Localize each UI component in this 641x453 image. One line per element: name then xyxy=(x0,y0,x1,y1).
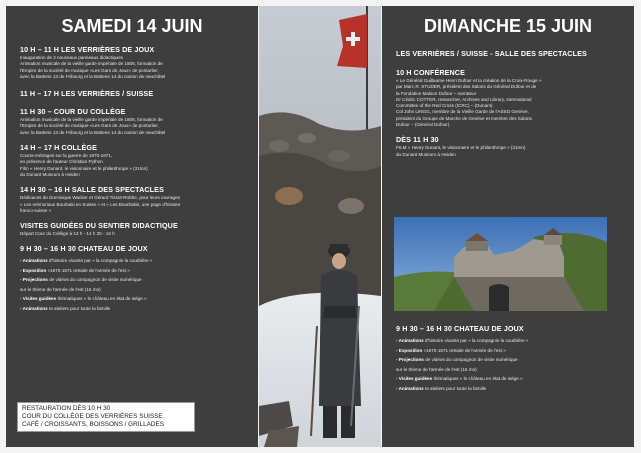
block-line: Courts-métrages sur la guerre de 1870-1871, xyxy=(20,153,113,159)
sat-block-cour-college xyxy=(20,107,250,136)
block-title: DÈS 11 H 30 xyxy=(396,135,439,145)
bullet-item: - Animations et ateliers pour toute la famille xyxy=(396,385,487,391)
block-line: l'Empire de la société de musique «Les Gars de Joux» de pontarlier, xyxy=(20,123,159,129)
bullet-item: - Visites guidées thématiques « le château en état de siège » xyxy=(396,376,523,381)
painting-illustration xyxy=(259,6,381,447)
sun-block-location xyxy=(396,49,626,58)
block-title: LES VERRIÈRES / SUISSE - SALLE DES SPECTACLES xyxy=(396,49,587,58)
sun-block-conference xyxy=(396,68,626,128)
block-title: VISITES GUIDÉES DU SENTIER DIDACTIQUE xyxy=(20,221,178,231)
block-line: Committee of the Red Cross (ICRC) – (Dunant) xyxy=(396,103,493,109)
bullet-item: - Visites guidées thématiques « le château en état de siège » xyxy=(20,296,147,302)
block-line: par Marc R. STUDER, président des Salons du Général Dufour et de xyxy=(396,84,537,90)
block-title: 10 H – 11 H LES VERRIÈRES DE JOUX xyxy=(20,45,155,54)
sat-bullets xyxy=(20,256,250,313)
chateau-de-joux-photo xyxy=(394,217,607,311)
sun-block-film xyxy=(396,135,626,158)
block-line: la Fondation Maison Dufour – narrateur xyxy=(396,90,477,96)
sat-block-verrieres-suisse xyxy=(20,89,250,98)
sat-block-visites-guidees xyxy=(20,221,250,237)
sat-block-salle-spectacles xyxy=(20,185,250,214)
block-line: franco-suisse » xyxy=(20,207,52,213)
block-title: 14 H 30 – 16 H SALLE DES SPECTACLES xyxy=(20,185,164,195)
block-title: 9 H 30 – 16 H 30 CHATEAU DE JOUX xyxy=(396,324,524,333)
sat-block-chateau xyxy=(20,244,250,253)
block-line: en présence de l'auteur Christian Python xyxy=(20,159,103,165)
block-line: du Dunant Museum à Heiden xyxy=(20,171,80,177)
block-title: 10 H CONFÉRENCE xyxy=(396,68,465,77)
block-line: « Le Général Guillaume Henri Dufour et la création de la Croix-Rouge » xyxy=(396,78,542,83)
sat-block-college xyxy=(20,143,250,178)
block-title: 9 H 30 – 16 H 30 CHATEAU DE JOUX xyxy=(20,244,148,254)
castle-illustration xyxy=(394,217,607,311)
block-title: 11 H – 17 H LES VERRIÈRES / SUISSE xyxy=(20,89,154,99)
block-line: Départ Cour du Collège à 13 h - 14 h 30 - 16 h xyxy=(20,231,115,237)
saturday-panel xyxy=(6,6,258,447)
bullet-item: - Animations d'histoire vivante par « la compagnie la courbière » xyxy=(396,338,529,343)
bullet-item: - Exposition «1870-1871 retraite de l'armée de l'est » xyxy=(20,267,130,273)
resto-line: COUR DU COLLÈGE DES VERRIÈRES SUISSE xyxy=(22,413,163,420)
block-line: Animation musicale de la vieille garde impériale de 1806, formation de xyxy=(20,117,163,123)
block-line: l'Empire de la société de musique «Les Gars de Joux» de pontarlier, xyxy=(20,67,159,73)
block-line: Col John LINGG, membre de la Vieille Garde de l'ASSO Genève, xyxy=(396,109,529,115)
sunday-heading: DIMANCHE 15 JUIN xyxy=(423,16,593,36)
block-line: FILM « Henry Dunant, le visionnaire et le philanthrope » (31mn) xyxy=(396,145,526,151)
block-title: 14 H – 17 H COLLÈGE xyxy=(20,143,97,153)
sat-block-verrieres-joux xyxy=(20,45,250,80)
bullet-item: - Projections de vidéos du compagnon de visite numérique xyxy=(20,277,142,283)
soldier-painting-image xyxy=(259,6,381,447)
block-line: Inauguration de 2 nouveaux panneaux didactiques xyxy=(20,55,123,60)
saturday-heading: SAMEDI 14 JUIN xyxy=(61,16,203,36)
block-line: avec la Batterie 13 de Fribourg et la Batterie 14 du canton de neuchâtel xyxy=(20,73,166,79)
bullet-item: sur le thème de l'armée de l'est (15 mn) xyxy=(396,366,477,372)
bullet-item: - Exposition «1870-1871 retraite de l'armée de l'est » xyxy=(396,347,506,353)
resto-line: RESTAURATION DÈS 10 H 30 xyxy=(22,405,111,412)
block-line: président du Groupe de Marche de Genève et membre des Salons xyxy=(396,115,532,121)
block-title: 11 H 30 – COUR DU COLLÈGE xyxy=(20,107,126,117)
resto-line: CAFÉ / CROISSANTS, BOISSONS / GRILLADES xyxy=(22,421,165,428)
block-line: Animation musicale de la vieille garde impériale de 1806, formation de xyxy=(20,61,163,67)
block-line: Dr Cédric COTTER, researcher, Archives and Library, International xyxy=(396,96,532,102)
bullet-item: sur le thème de l'armée de l'est (15 mn) xyxy=(20,286,101,292)
block-line: avec la Batterie 13 de Fribourg et la Batterie 14 du canton de neuchâtel xyxy=(20,129,166,135)
block-line: Film « Henry Dunant, le visionnaire et le philanthrope » (31mn) xyxy=(20,165,148,171)
sun-block-chateau xyxy=(396,324,626,393)
restauration-box xyxy=(17,402,195,432)
block-line: « Les mémoriaux Bourbaki en Suisse » et « Les Bourbakis, une page d'histoire xyxy=(20,201,181,207)
bullet-item: - Animations d'histoire vivante par « la compagnie la courbière » xyxy=(20,258,153,264)
bullet-item: - Projections de vidéos du compagnon de visite numérique xyxy=(396,357,518,362)
block-line: Dufour – (Général Dufour) xyxy=(396,122,450,128)
block-line: du Dunant Museum à Heiden xyxy=(396,151,456,157)
bullet-item: - Animations et ateliers pour toute la famille xyxy=(20,305,111,311)
block-line: Dédicaces de Dominique Wacker et Gérard Tissot-Robbe, pour leurs ouvrages xyxy=(20,195,180,201)
